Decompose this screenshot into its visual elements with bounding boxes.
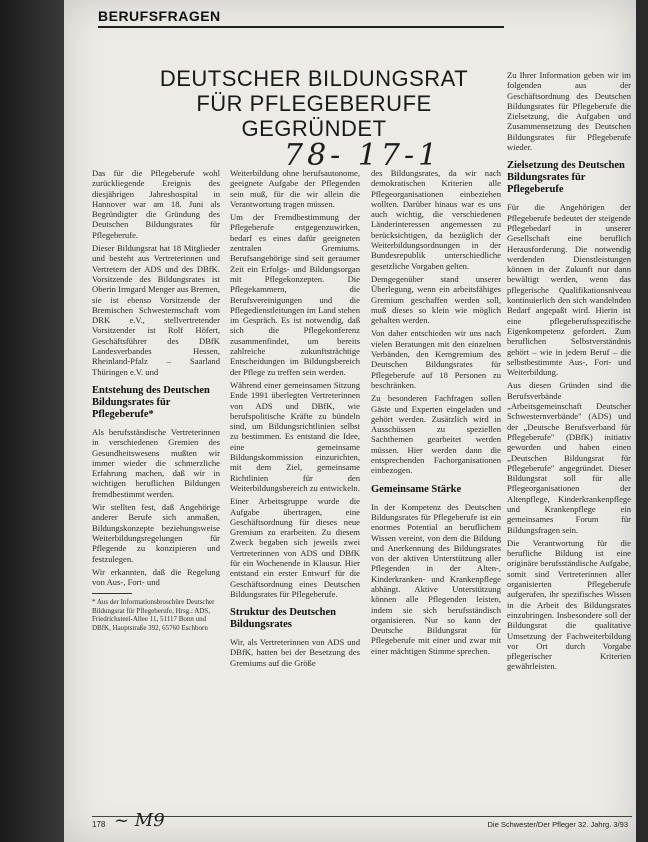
paragraph: Zu besonderen Fachfragen sollen Gäste und Experten eingeladen und gehört werden. Zusätzlich wird in Ausschüssen zu speziellen Sachthemen gearbeitet werden müssen. Hier werden dann die entsprechenden Fachorganisationen einbezogen.	[371, 393, 501, 476]
column-2	[230, 168, 360, 671]
journal-citation: Die Schwester/Der Pfleger 32. Jahrg. 3/93	[487, 820, 628, 829]
footnote: * Aus der Informationsbroschüre Deutscher Bildungsrat für Pflegeberufe, Hrsg.: ADS, Friedrichsteel-Allee 11, 51117 Bonn und DBfK, Hauptstraße 392, 65760 Eschborn	[92, 598, 215, 632]
headline-line-1: DEUTSCHER BILDUNGSRAT	[159, 66, 469, 91]
subhead-gemeinsame-staerke: Gemeinsame Stärke	[371, 483, 462, 495]
footer-handwriting: ~ M9	[114, 810, 165, 831]
paragraph: Während einer gemeinsamen Sitzung Ende 1991 überlegten Vertreterinnen von ADS und DBfK, wie berufspolitische Kräfte zu bündeln sind, um Bildungsrichtlinien selbst zu bestimmen. Es entstand die Idee, eine gemeinsame Bildungskommission einzurichten, mit dem Ziel, gemeinsame Richtlinien für den Weiterbildungsbereich zu entwickeln.	[230, 379, 360, 493]
section-label: BERUFSFRAGEN	[98, 8, 221, 24]
page-number: 178	[92, 820, 106, 829]
subhead-entstehung: Entstehung des Deutschen Bildungsrates für Pflegeberufe*	[92, 384, 210, 420]
paragraph: Demgegenüber stand unserer Überlegung, wenn ein arbeitsfähiges Gremium geschaffen werden soll, muß dieses so klein wie möglich gehalten werden.	[371, 273, 501, 326]
paragraph: des Bildungsrates, da wir nach demokratischen Kriterien alle Pflegeorganisationen einbeziehen wollten. Darüber hinaus war es uns auch wichtig, die verschiedenen Länderinteressen angemessen zu berücksichtigen, da bezüglich der Weiterbildungsordnungen in der Bundesrepublik unterschiedliche gesetzliche Vorgaben gelten.	[371, 168, 501, 271]
paragraph: Aus diesen Gründen sind die Berufsverbände „Arbeitsgemeinschaft Deutscher Schwesternverbände" (ADS) und der „Deutsche Berufsverband für Pflegeberufe" (DBfK) initiativ geworden und haben einen „Deutschen Bildungsrat für Pflegeberufe" angegründet. Dieser Bildungsrat soll für alle Pflegeorganisationen der Altenpflege, Kinderkrankenpflege und Krankenpflege ein gemeinsames Forum für Bildungsfragen sein.	[507, 380, 631, 535]
paragraph: Wir erkannten, daß die Regelung von Aus-, Fort- und	[92, 566, 220, 588]
paragraph: Wir, als Vertreterinnen von ADS und DBfK, hatten bei der Besetzung des Gremiums auf die Größe	[230, 637, 360, 668]
paragraph: Das für die Pflegeberufe wohl zurückliegende Ereignis des diesjährigen Jahreshospital in Hannover war am 18. Juni als Begründigter die Gründung des Deutschen Bildungsrates für Pflegeberufe.	[92, 168, 220, 240]
paragraph: Als berufsständische Vertreterinnen in verschiedenen Gremien des Gesundheitswesens mußten wir immer wieder die schmerzliche Erfahrung machen, daß wir in wichtigen beruflichen Bildungen fremdbestimmt werden.	[92, 426, 220, 499]
handwritten-note: 78- 17-1	[284, 138, 442, 173]
headline	[134, 66, 494, 141]
column-1	[92, 168, 220, 632]
footnote-rule	[92, 593, 132, 594]
headline-line-3: GEGRÜNDET	[241, 116, 387, 141]
subhead-zielsetzung: Zielsetzung des Deutschen Bildungsrates für Pflegeberufe	[507, 160, 625, 196]
paragraph: Wir stellten fest, daß Angehörige anderer Berufe sich anmaßen, Bildungskonzepte beziehungsweise Weiterbildungsregelungen für Pflegende zu konzipieren und festzulegen.	[92, 502, 220, 564]
paragraph: Um der Fremdbestimmung der Pflegeberufe entgegenzuwirken, bedarf es eines dafür geeigneten zentralen Gremiums. Berufsangehörige sind seit geraumer Zeit ein Erfolgs- und Bildungsorgan mit Pflegekonzepten. Die Pflegekammern, die Berufsvereinigungen und die Pflegedienstleitungen im Land stehen im Gespräch. Es ist notwendig, daß sich die Pflegekonferenz zusammenfindet, um bereits zahlreiche zukunftsträchtige Entscheidungen im Bildungsbereich der Pflege zu treffen sein werden.	[230, 212, 360, 377]
subhead-struktur: Struktur des Deutschen Bildungsrates	[230, 607, 336, 631]
paragraph: Zu Ihrer Information geben wir im folgenden aus der Geschäftsordnung des Deutschen Bildungsrates für Pflegeberufe die Zielsetzung, die Aufgaben und Zusammensetzung des Deutschen Bildungsrates für Pflegeberufe wieder.	[507, 70, 631, 153]
paragraph: Von daher entschieden wir uns nach vielen Beratungen mit den einzelnen Verbänden, den Kerngremium des Deutschen Bildungsrates für Pflegeberufe auf 18 Personen zu beschränken.	[371, 328, 501, 390]
column-4	[507, 70, 631, 675]
headline-line-2: FÜR PFLEGEBERUFE	[196, 91, 432, 116]
column-3	[371, 168, 501, 659]
document-page	[64, 0, 636, 842]
scan-shadow	[0, 0, 64, 842]
paragraph: Weiterbildung ohne berufsautonome, geeignete Aufgabe der Pflegenden sein muß, für die wir allein die Verantwortung tragen müssen.	[230, 168, 360, 209]
footer-rule	[92, 816, 632, 817]
paragraph: Einer Arbeitsgruppe wurde die Aufgabe übertragen, eine Geschäftsordnung für dieses neue Gremium zu erarbeiten. Zu diesem Zweck begaben sich jeweils zwei Vertreterinnen von ADS und DBfK für ein Wochenende in Klausur. Hier entstand ein erster Entwurf für die Geschäftsordnung eines Deutschen Bildungsrates für Pflegeberufe.	[230, 496, 360, 599]
paragraph: Für die Angehörigen der Pflegeberufe bedeutet der steigende Pflegebedarf in unserer Gesellschaft eine beruflich Herausforderung. Die notwendig werdenden Dienstleistungen können in der Zukunft nur dann bewältigt werden, wenn das pflegerische Qualifikationsniveau kontinuierlich den sich wandelnden Bedarf angepaßt wird. Hierin ist eine pflegeberufsspezifische Eigenkompetenz gefordert. Zum beruflichen Selbstverständnis gehört – wie in jedem Beruf – die selbstbestimmte Aus-, Fort- und Weiterbildung.	[507, 202, 631, 378]
paragraph: Dieser Bildungsrat hat 18 Mitglieder und besteht aus Vertreterinnen und Vertretern der ADS und des DBfK. Vorsitzende des Bildungsrates ist Oberin Irmgard Menger aus Bremen, sie ist ebenso Vorsitzende der Bremischen Schwesternschaft vom DRK e.V., stellvertretender Vorsitzender ist Rolf Höfert, Geschäftsführer des DBfK Landesverbandes Hessen, Rheinland-Pfalz – Saarland Thüringen e.V. und	[92, 243, 220, 377]
paragraph: Die Verantwortung für die berufliche Bildung ist eine originäre berufsständische Aufgabe, somit sind Vertreterinnen aller organisierten Pflegeberufe aufgerufen, ihr spezifisches Wissen in die Arbeit des Bildungsrates einzubringen. Insbesondere soll der Bildungsrat die qualitative Umsetzung der Fachweiterbildung vor Ort durch Vorgabe pflegerischer Kriterien gewährleisten.	[507, 537, 631, 672]
paragraph: In der Kompetenz des Deutschen Bildungsrates für Pflegeberufe ist ein enormes Potential an beruflichem Wissen vereint, von dem die Bildung und Anerkennung des Bildungsrates von der aktiven Unterstützung aller Pflegenden in der Alten-, Kinderkranken- und Krankenpflege abhängt. Aktive Unterstützung können alle Pflegenden leisten, indem sie sich berufsständisch organisieren. Nur so kann der Deutsche Bildungsrat für Pflegeberufe mit einer und zwar mit einer mächtigen Stimme sprechen.	[371, 501, 501, 656]
section-rule	[98, 26, 504, 28]
